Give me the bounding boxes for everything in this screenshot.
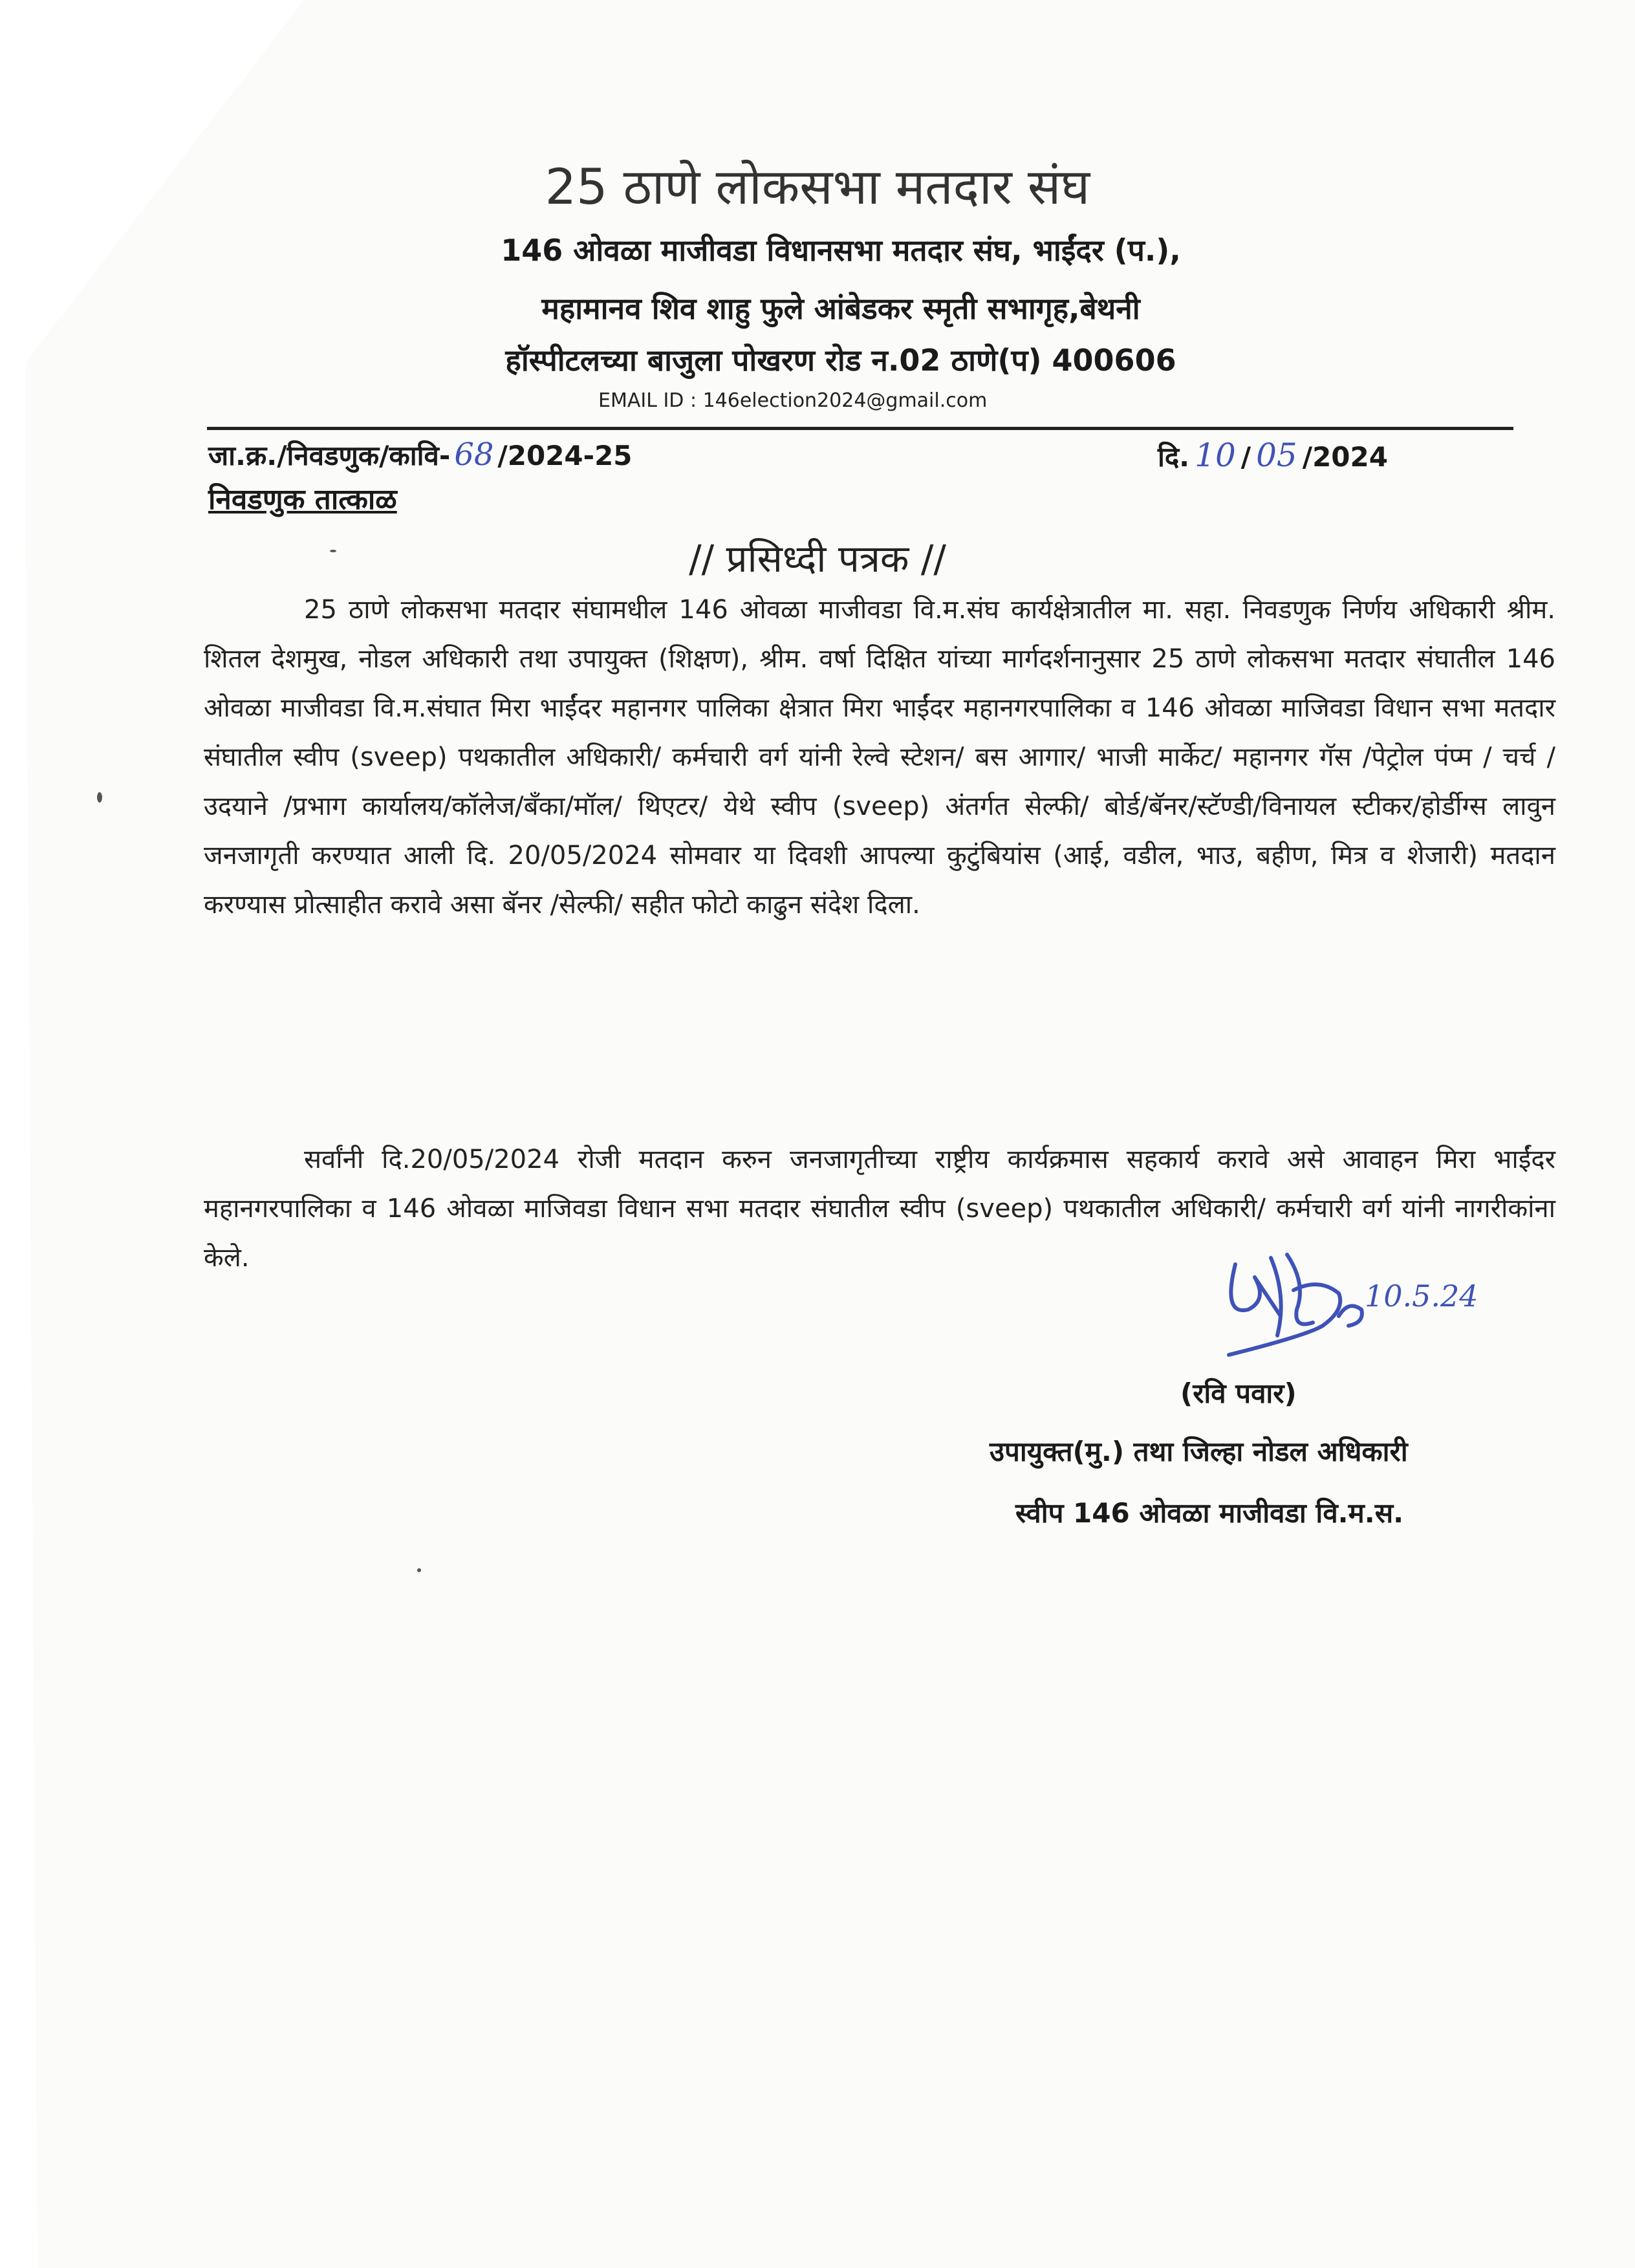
reference-suffix: /2024-25 [497,440,633,471]
date-month: 05 [1256,437,1297,474]
constituency-title: 25 ठाणे लोकसभा मतदार संघ [545,158,1090,215]
press-release-heading: // प्रसिध्दी पत्रक // [689,537,946,581]
header-divider [207,427,1513,430]
signatory-office: स्वीप 146 ओवळा माजीवडा वि.म.स. [1015,1497,1404,1529]
reference-number [208,437,633,473]
address-line-3: हॉस्पीटलच्या बाजुला पोखरण रोड न.02 ठाणे(प) 400606 [505,343,1176,378]
scan-speck [330,550,336,552]
urgency-label: निवडणुक तात्काळ [208,483,397,516]
letter-date [1158,437,1388,475]
paragraph-2-text: सर्वांनी दि.20/05/2024 रोजी मतदान करुन जनजागृतीच्या राष्ट्रीय कार्यक्रमास सहकार्य करावे असे आवाहन मिरा भाईंदर महानगरपालिका व 146 ओवळा माजिवडा विधान सभा मतदार संघातील स्वीप (sveep) पथकातील अधिकारी/ कर्मचारी वर्ग यांनी नागरीकांना केले. [204,1145,1555,1273]
address-line-1: 146 ओवळा माजीवडा विधानसभा मतदार संघ, भाईंदर (प.), [501,233,1181,268]
date-year: /2024 [1302,441,1388,473]
body-paragraph-1 [204,585,1555,929]
date-day: 10 [1195,437,1236,474]
email-line: EMAIL ID : 146election2024@gmail.com [598,389,988,412]
reference-prefix: जा.क्र./निवडणुक/कावि- [208,440,451,471]
handwritten-signature [1209,1238,1494,1368]
date-separator: / [1240,441,1251,473]
date-prefix: दि. [1158,441,1190,473]
scan-speck [417,1568,421,1572]
signatory-name: (रवि पवार) [1180,1377,1297,1409]
signatory-designation: उपायुक्त(मु.) तथा जिल्हा नोडल अधिकारी [990,1436,1408,1467]
scan-speck [97,792,102,803]
paragraph-1-text: 25 ठाणे लोकसभा मतदार संघामधील 146 ओवळा माजीवडा वि.म.संघ कार्यक्षेत्रातील मा. सहा. निवडणुक निर्णय अधिकारी श्रीम. शितल देशमुख, नोडल अधिकारी तथा उपायुक्त (शिक्षण), श्रीम. वर्षा दिक्षित यांच्या मार्गदर्शनानुसार 25 ठाणे लोकसभा मतदार संघातील 146 ओवळा माजीवडा वि.म.संघात मिरा भाईंदर महानगर पालिका क्षेत्रात मिरा भाईंदर महानगरपालिका व 146 ओवळा माजिवडा विधान सभा मतदार संघातील स्वीप (sveep) पथकातील अधिकारी/ कर्मचारी वर्ग यांनी रेल्वे स्टेशन/ बस आगार/ भाजी मार्केट/ महानगर गॅस /पेट्रोल पंप्म / चर्च /उदयाने /प्रभाग कार्यालय/कॉलेज/बँका/मॉल/ थिएटर/ येथे स्वीप (sveep) अंतर्गत सेल्फी/ बोर्ड/बॅनर/स्टॅण्डी/विनायल स्टीकर/होर्डीग्स लावुन जनजागृती करण्यात आली दि. 20/05/2024 सोमवार या दिवशी आपल्या कुटुंबियांस (आई, वडील, भाउ, बहीण, मित्र व शेजारी) मतदान करण्यास प्रोत्साहीत करावे असा बॅनर /सेल्फी/ सहीत फोटो काढुन संदेश दिला. [204,595,1555,920]
signature-date: 10.5.24 [1365,1279,1478,1313]
reference-handwritten-number: 68 [454,437,494,473]
address-line-2: महामानव शिव शाहु फुले आंबेडकर स्मृती सभागृह,बेथनी [541,291,1140,326]
